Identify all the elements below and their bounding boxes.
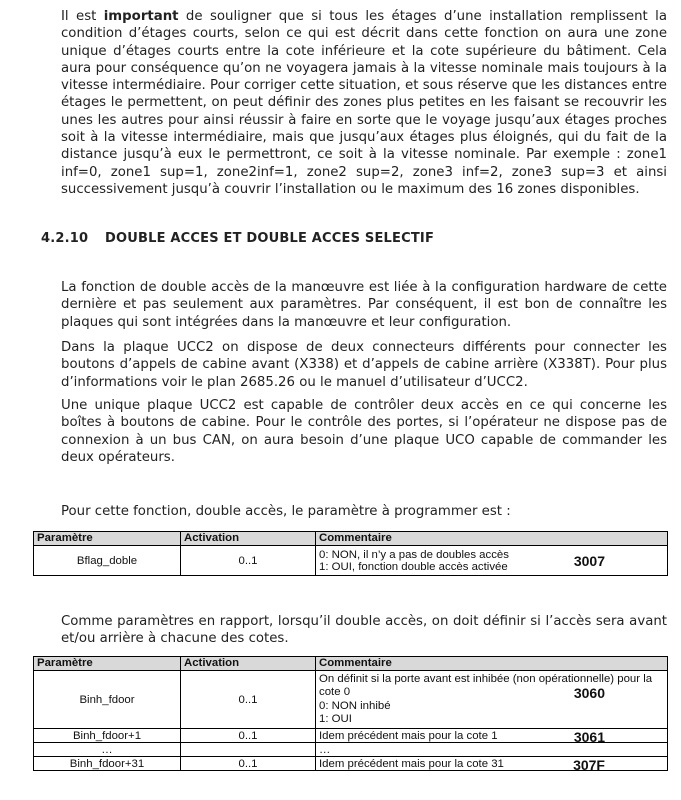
param-comment [316, 671, 668, 729]
param-name: Binh_fdoor [34, 671, 181, 729]
paragraph-ucc2-connectors: Dans la plaque UCC2 on dispose de deux connecteurs différents pour connecter les boutons d’appels de cabine avant (X338) et d’appels de cabine arrière (X338T). Pour plus d’informations voir le plan 2685.26 ou le manuel d’utilisateur d’UCC2. [61, 340, 667, 390]
param-code: 307F [573, 757, 605, 773]
param-activation: 0..1 [181, 729, 316, 743]
intro-paragraph [61, 8, 667, 198]
table-row [34, 757, 668, 771]
paragraph-param-intro: Pour cette fonction, double accès, le paramètre à programmer est : [61, 504, 511, 519]
comment-line: 1: OUI [319, 713, 352, 725]
table-header-row [34, 657, 668, 671]
comment-line: On définit si la porte avant est inhibée (non opérationnelle) pour la cote 0 [319, 672, 653, 698]
table-row [34, 671, 668, 729]
table-header-row [34, 532, 668, 546]
param-code: 3007 [573, 553, 605, 569]
param-comment [316, 757, 668, 771]
param-activation: 0..1 [181, 671, 316, 729]
parameter-table-door-inhibit [33, 656, 668, 771]
param-comment [316, 729, 668, 743]
header-activation: Activation [181, 532, 316, 546]
header-parameter: Paramètre [34, 657, 181, 671]
comment-text: Idem précédent mais pour la cote 1 [319, 729, 498, 742]
comment-line: 0: NON, il n’y a pas de doubles accès [319, 548, 509, 561]
comment-text: Idem précédent mais pour la cote 31 [319, 757, 504, 770]
comment-line: 1: OUI, fonction double accès activée [319, 560, 508, 573]
param-name: … [34, 743, 181, 757]
param-name: Binh_fdoor+1 [34, 729, 181, 743]
paragraph-related-params: Comme paramètres en rapport, lorsqu’il double accès, on doit définir si l’accès sera avant et/ou arrière à chacune des cotes. [61, 614, 667, 647]
parameter-table-double-access [33, 531, 668, 576]
intro-text-rest: de souligner que si tous les étages d’une installation remplissent la condition d’étages courts, selon ce qui est décrit dans cette fonction on aura une zone unique d’étages courts entre la cote inférieure et la cote supérieure du bâtiment. Cela aura pour conséquence qu’on ne voyagera jamais à la vitesse nominale mais toujours à la vitesse intermédiaire. Pour corriger cette situation, et sous réserve que les distances entre étages le permettent, on peut définir des zones plus petites en les faisant se recouvrir les unes les autres pour ainsi réussir à faire en sorte que le voyage jusqu’aux étages proches soit à la vitesse intermédiaire, mais que jusqu’aux étages plus éloignés, qui du fait de la distance jusqu’à eux le permettront, ce soit à la vitesse nominale. Par exemple : zone1 inf=0, zone1 sup=1, zone2inf=1, zone2 sup=2, zone3 inf=2, zone3 sup=3 et ainsi successivement jusqu’à couvrir l’installation ou le maximum des 16 zones disponibles. [61, 9, 667, 197]
param-activation: 0..1 [181, 546, 316, 576]
param-activation [181, 743, 316, 757]
header-parameter: Paramètre [34, 532, 181, 546]
header-activation: Activation [181, 657, 316, 671]
param-name: Binh_fdoor+31 [34, 757, 181, 771]
intro-text-start: Il est [61, 9, 104, 24]
param-comment [316, 743, 668, 757]
table-row [34, 743, 668, 757]
comment-text: … [319, 743, 331, 756]
important-word: important [103, 9, 179, 24]
param-name: Bflag_doble [34, 546, 181, 576]
comment-line: 0: NON inhibé [319, 699, 391, 712]
section-title: DOUBLE ACCES ET DOUBLE ACCES SELECTIF [105, 231, 435, 246]
section-heading [41, 231, 434, 246]
table-row [34, 729, 668, 743]
param-code: 3061 [573, 729, 605, 745]
param-comment [316, 546, 668, 576]
paragraph-hardware: La fonction de double accès de la manœuvre est liée à la configuration hardware de cette dernière et pas seulement aux paramètres. Par conséquent, il est bon de connaître les plaques qui sont intégrées dans la manœuvre et leur configuration. [61, 280, 667, 330]
param-activation: 0..1 [181, 757, 316, 771]
table-row [34, 546, 668, 576]
header-comment: Commentaire [316, 532, 668, 546]
header-comment: Commentaire [316, 657, 668, 671]
section-number: 4.2.10 [41, 231, 89, 246]
paragraph-ucc2-control: Une unique plaque UCC2 est capable de contrôler deux accès en ce qui concerne les boîtes à boutons de cabine. Pour le contrôle des portes, si l’opérateur ne dispose pas de connexion à un bus CAN, on aura besoin d’une plaque UCO capable de commander les deux opérateurs. [61, 398, 667, 465]
param-code: 3060 [573, 685, 605, 701]
